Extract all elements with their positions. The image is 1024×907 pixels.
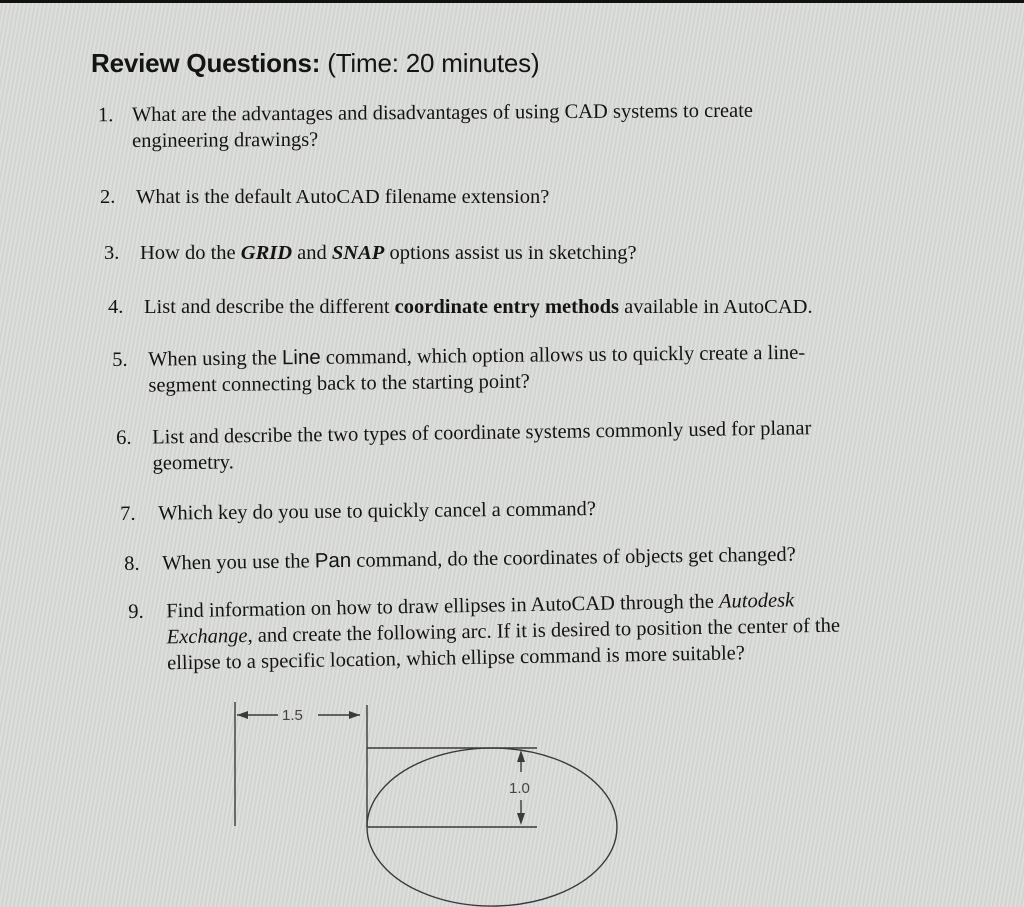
- arrow-right: [349, 711, 360, 719]
- question-number: 1.: [97, 104, 114, 127]
- text-part: Find information on how to draw ellipses in AutoCAD through the: [166, 590, 720, 623]
- dimension-label-vertical: 1.0: [509, 780, 530, 797]
- text-part: When using the: [148, 347, 283, 371]
- snap-keyword: SNAP: [331, 242, 385, 264]
- question-text: List and describe the two types of coordinate systems commonly used for planar: [152, 417, 812, 449]
- text-part: When you use the: [162, 550, 315, 575]
- exchange-keyword: Exchange: [166, 624, 248, 649]
- question-text: What are the advantages and disadvantages of using CAD systems to create: [131, 99, 754, 127]
- question-number: 9.: [128, 600, 144, 623]
- question-text: What is the default AutoCAD filename extension?: [136, 186, 550, 208]
- arrow-up: [517, 750, 525, 762]
- coordinate-entry-keyword: coordinate entry methods: [394, 296, 619, 318]
- question-number: 6.: [116, 426, 132, 449]
- text-part: , and create the following arc. If it is desired to position the center of the: [247, 614, 841, 647]
- question-text-cont: engineering drawings?: [132, 128, 319, 153]
- grid-keyword: GRID: [240, 242, 293, 264]
- question-text: Which key do you use to quickly cancel a command?: [158, 498, 596, 525]
- arrow-left: [237, 711, 248, 719]
- pan-command: Pan: [314, 548, 352, 573]
- arrow-down: [517, 813, 525, 825]
- question-text-cont: segment connecting back to the starting point?: [148, 370, 530, 397]
- text-part: options assist us in sketching?: [384, 242, 637, 264]
- dimension-label-horizontal: 1.5: [282, 707, 303, 724]
- text-part: and: [292, 242, 332, 264]
- question-number: 3.: [104, 242, 120, 264]
- text-part: command, do the coordinates of objects get changed?: [351, 543, 796, 572]
- title-label: Review Questions:: [91, 48, 321, 78]
- question-number: 8.: [124, 552, 140, 575]
- text-part: List and describe the different: [144, 296, 395, 318]
- text-part: available in AutoCAD.: [619, 296, 813, 318]
- question-number: 2.: [100, 186, 116, 208]
- question-text-cont: geometry.: [152, 451, 234, 475]
- question-number: 7.: [120, 502, 136, 525]
- text-part: command, which option allows us to quickly create a line-: [320, 341, 806, 369]
- title-time: (Time: 20 minutes): [327, 48, 540, 78]
- question-number: 4.: [108, 296, 124, 318]
- autodesk-keyword: Autodesk: [718, 589, 795, 613]
- text-part: How do the: [140, 242, 241, 264]
- question-text-cont: ellipse to a specific location, which ellipse command is more suitable?: [166, 642, 746, 675]
- line-command: Line: [281, 345, 321, 370]
- question-number: 5.: [112, 348, 128, 371]
